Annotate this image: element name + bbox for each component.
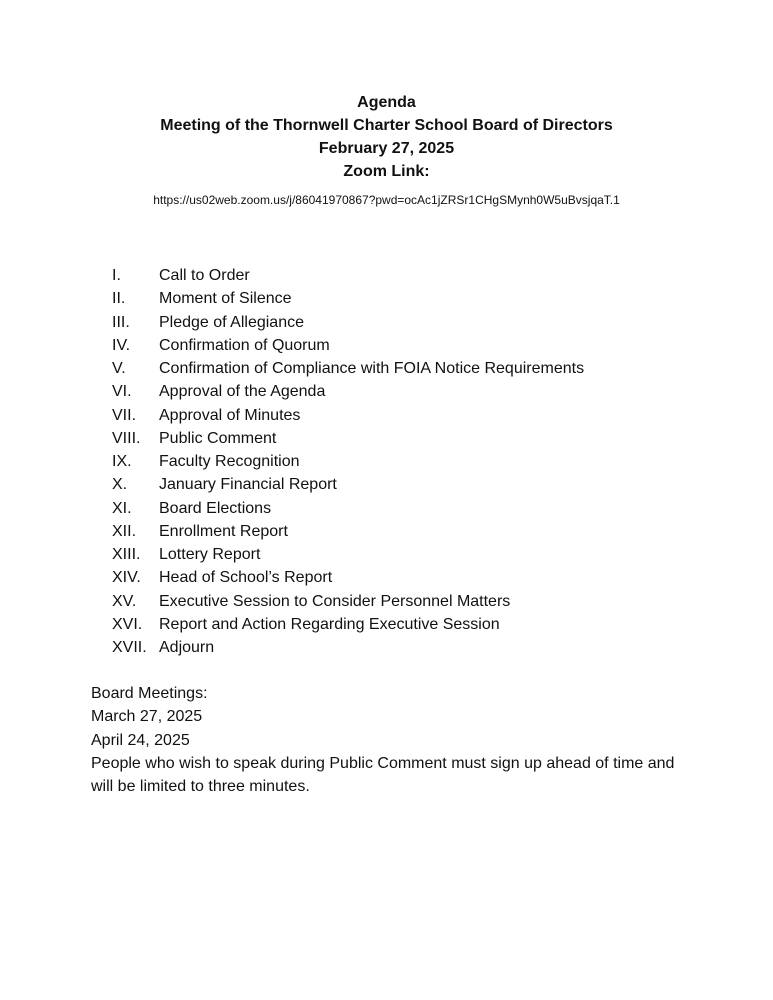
agenda-item-label: Confirmation of Quorum [159,336,330,354]
document-header [0,91,773,183]
agenda-item-label: Approval of Minutes [159,406,301,424]
agenda-item [112,543,584,566]
agenda-item-number: XVII. [112,639,147,656]
board-meeting-date: March 27, 2025 [91,708,203,726]
agenda-item [112,590,584,613]
meeting-title: Meeting of the Thornwell Charter School Board of Directors [160,117,613,134]
zoom-label: Zoom Link: [343,163,430,180]
agenda-item [112,613,584,636]
agenda-item [112,357,584,380]
agenda-item-number: XVI. [112,615,143,633]
agenda-item [112,264,584,287]
agenda-item-number: IX. [112,453,132,470]
agenda-item-label: January Financial Report [159,476,337,494]
agenda-item [112,473,584,496]
agenda-item-number: VII. [112,406,137,424]
agenda-item-number: XI. [112,499,132,517]
agenda-item [112,497,584,520]
agenda-item [112,380,584,403]
agenda-item [112,636,584,659]
agenda-item-number: XII. [112,522,137,540]
agenda-item-label: Pledge of Allegiance [159,313,304,331]
agenda-item [112,404,584,427]
agenda-item-number: III. [112,313,130,331]
agenda-item [112,520,584,543]
agenda-item-label: Head of School’s Report [159,569,333,587]
board-meetings-heading: Board Meetings: [91,685,208,702]
agenda-item [112,566,584,589]
agenda-item-label: Moment of Silence [159,290,292,308]
agenda-item-number: V. [112,360,126,377]
agenda-item-label: Enrollment Report [159,522,288,540]
agenda-item [112,427,584,450]
agenda-item-label: Call to Order [159,267,250,284]
agenda-item-number: X. [112,476,128,494]
agenda-item [112,334,584,357]
agenda-list [112,264,584,659]
public-comment-note: People who wish to speak during Public Comment must sign up ahead of time and will be limited to three minutes. [91,754,675,796]
agenda-item-number: XIV. [112,569,141,587]
agenda-item-number: XV. [112,592,137,610]
board-meeting-date: April 24, 2025 [91,731,190,749]
agenda-item-number: VI. [112,383,132,401]
agenda-item-label: Public Comment [159,429,277,447]
agenda-item [112,450,584,473]
agenda-item-label: Approval of the Agenda [159,383,326,401]
agenda-item-label: Faculty Recognition [159,453,300,470]
agenda-item-number: VIII. [112,429,141,447]
zoom-link[interactable]: https://us02web.zoom.us/j/86041970867?pwd=ocAc1jZRSr1CHgSMynh0W5uBvsjqaT.1 [153,193,620,207]
agenda-item-number: I. [112,267,121,284]
agenda-item [112,287,584,310]
footer-section [91,682,701,798]
agenda-item [112,311,584,334]
agenda-item-number: IV. [112,336,131,354]
agenda-item-label: Confirmation of Compliance with FOIA Notice Requirements [159,360,585,377]
agenda-item-label: Executive Session to Consider Personnel Matters [159,592,511,610]
agenda-item-label: Adjourn [159,639,215,656]
agenda-item-label: Board Elections [159,499,272,517]
agenda-item-number: XIII. [112,546,141,563]
meeting-date: February 27, 2025 [318,140,455,157]
agenda-title: Agenda [357,94,416,111]
agenda-item-number: II. [112,290,126,308]
agenda-item-label: Report and Action Regarding Executive Session [159,615,500,633]
agenda-item-label: Lottery Report [159,546,261,563]
